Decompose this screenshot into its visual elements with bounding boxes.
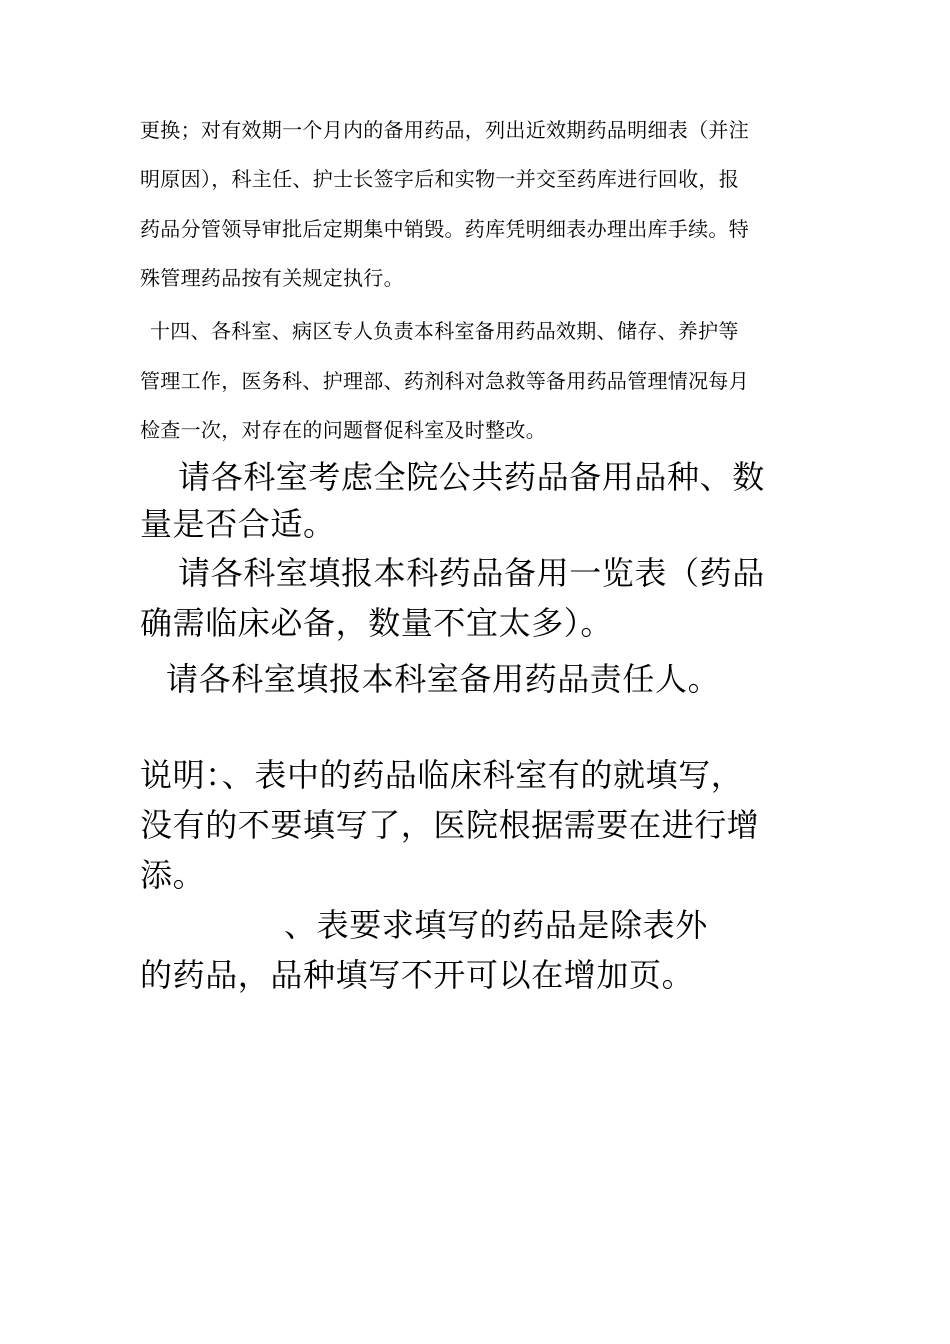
note-line-2: 没有的不要填写了，医院根据需要在进行增 xyxy=(140,806,760,844)
paragraph-14-line-1: 十四、各科室、病区专人负责本科室备用药品效期、储存、养护等 xyxy=(150,319,739,343)
note-line-3: 添。 xyxy=(140,856,206,894)
request-2-line-2: 确需临床必备，数量不宜太多）。 xyxy=(140,604,614,642)
paragraph-14-line-3: 检查一次，对存在的问题督促科室及时整改。 xyxy=(140,418,546,442)
request-3: 请各科室填报本科室备用药品责任人。 xyxy=(166,660,721,698)
request-1-line-2: 量是否合适。 xyxy=(140,505,336,543)
note-line-5: 的药品，品种填写不开可以在增加页。 xyxy=(140,956,695,994)
paragraph-13-line-2: 明原因），科主任、护士长签字后和实物一并交至药库进行回收，报 xyxy=(140,167,739,191)
request-2-line-1: 请各科室填报本科药品备用一览表（药品 xyxy=(178,554,765,592)
paragraph-13-line-4: 殊管理药品按有关规定执行。 xyxy=(140,266,404,290)
paragraph-14-line-2: 管理工作，医务科、护理部、药剂科对急救等备用药品管理情况每月 xyxy=(140,369,749,393)
request-1-line-1: 请各科室考虑全院公共药品备用品种、数 xyxy=(178,458,765,496)
paragraph-13-line-3: 药品分管领导审批后定期集中销毁。药库凭明细表办理出库手续。特 xyxy=(140,217,749,241)
note-line-1: 说明：、表中的药品临床科室有的就填写， xyxy=(140,756,744,794)
paragraph-13-line-1: 更换；对有效期一个月内的备用药品，列出近效期药品明细表（并注 xyxy=(140,118,749,142)
note-line-4: 、表要求填写的药品是除表外 xyxy=(284,906,708,944)
